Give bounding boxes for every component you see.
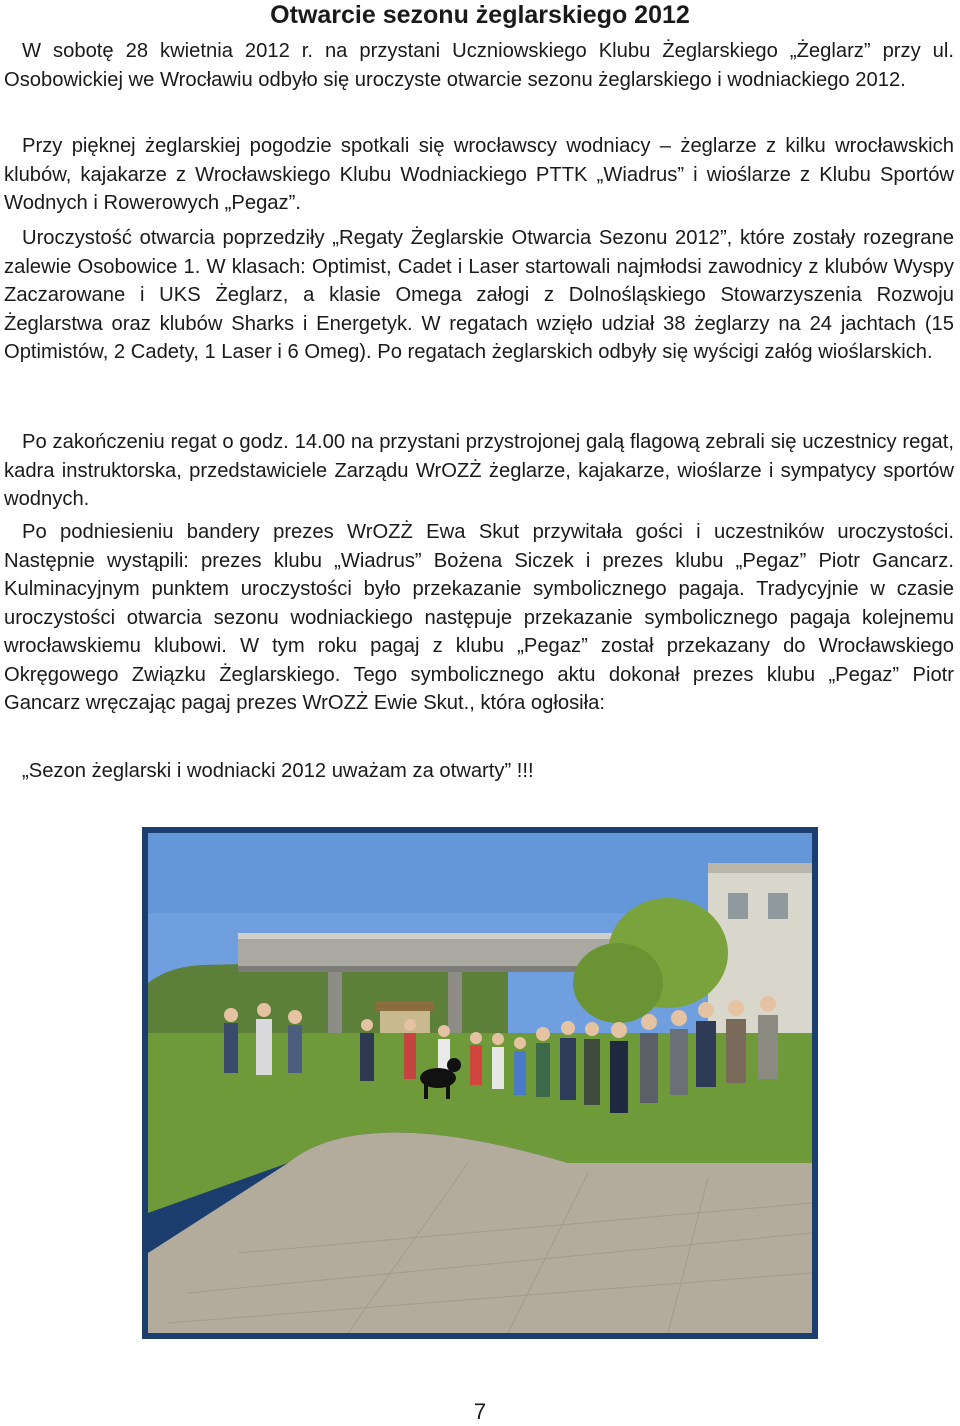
paragraph-closing-quote: „Sezon żeglarski i wodniacki 2012 uważam za otwarty” !!! (22, 760, 534, 782)
paragraph-participants: Przy pięknej żeglarskiej pogodzie spotkali się wrocławscy wodniacy – żeglarze z kilku wrocławskich klubów, kajakarze z Wrocławskiego Klubu Wodniackiego PTTK „Wiadrus” i wioślarze z Klubu Sportów Wodnych i Rowerowych „Pegaz”. (4, 135, 954, 214)
event-photo (148, 833, 812, 1333)
paragraph-regatta: Uroczystość otwarcia poprzedziły „Regaty Żeglarskie Otwarcia Sezonu 2012”, które zostały rozegrane zalewie Osobowice 1. W klasach: Optimist, Cadet i Laser startowali najmłodsi zawodnicy z klubów Wyspy Zaczarowane i UKS Żeglarz, a klasie Omega załogi z Dolnośląskiego Stowarzyszenia Rozwoju Żeglarstwa oraz klubów Sharks i Energetyk. W regatach wzięło udział 38 żeglarzy na 24 jachtach (15 Optimistów, 2 Cadety, 1 Laser i 6 Omeg). Po regatach żeglarskich odbyły się wyścigi załóg wioślarskich. (4, 227, 954, 363)
page-number: 7 (473, 1399, 487, 1424)
page-title: Otwarcie sezonu żeglarskiego 2012 (270, 1, 690, 29)
paragraph-intro: W sobotę 28 kwietnia 2012 r. na przystani Uczniowskiego Klubu Żeglarskiego „Żeglarz” przy ul. Osobowickiej we Wrocławiu odbyło się uroczyste otwarcie sezonu żeglarskiego i wodniackiego 2012. (4, 40, 954, 91)
paragraph-pagaj: Po podniesieniu bandery prezes WrOZŻ Ewa Skut przywitała gości i uczestników uroczystości. Następnie wystąpili: prezes klubu „Wiadrus” Bożena Siczek i prezes klubu „Pegaz” Piotr Gancarz. Kulminacyjnym punktem uroczystości było przekazanie symbolicznego pagaja. Tradycyjnie w czasie uroczystości otwarcia sezonu wodniackiego następuje przekazanie symbolicznego pagaja kolejnemu wrocławskiemu klubowi. W tym roku pagaj z klubu „Pegaz” został przekazany do Wrocławskiego Okręgowego Związku Żeglarskiego. Tego symbolicznego aktu dokonał prezes klubu „Pegaz” Piotr Gancarz wręczając pagaj prezes WrOZŻ Ewie Skut., która ogłosiła: (4, 521, 954, 714)
event-photo-frame (142, 827, 818, 1339)
paragraph-ceremony: Po zakończeniu regat o godz. 14.00 na przystani przystrojonej galą flagową zebrali się uczestnicy regat, kadra instruktorska, przedstawiciele Zarządu WrOZŻ żeglarze, kajakarze, wioślarze i sympatycy sportów wodnych. (4, 431, 954, 510)
